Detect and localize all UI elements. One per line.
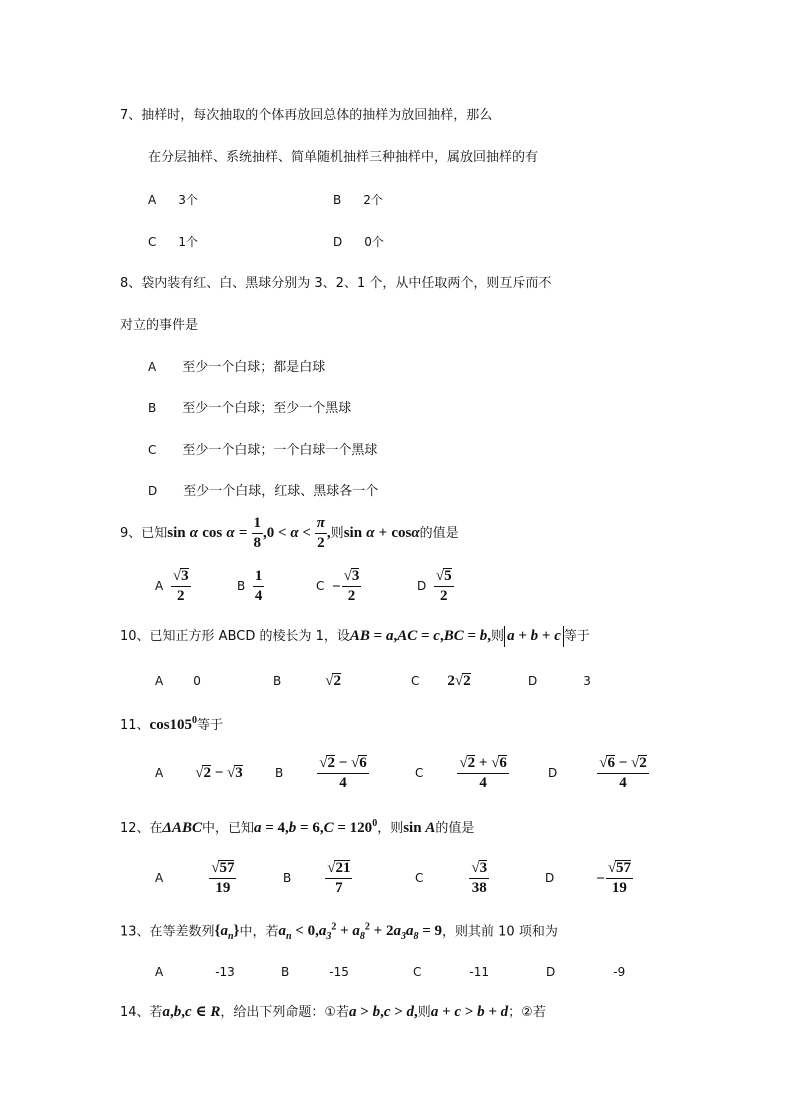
q11-formula: $\cos 105^0$ [149, 715, 198, 733]
q11-option-d-value: $\frac{√6 - √2}{4}$ [599, 755, 647, 791]
q9-option-c-value: $\frac{√3}{2}$ [343, 568, 360, 604]
q7-option-d: D 0个 [333, 235, 384, 249]
q11-option-b-value: $\frac{√2 - √6}{4}$ [319, 755, 367, 791]
q9-given-formula: sin α cos α = $\frac{1}{8}$ ,0 < α < $\frac{\pi}{2}$ , [167, 515, 331, 551]
q12-option-c: C $\frac{√3}{38}$ [415, 860, 488, 896]
q14-result-formula: a + c > b + d [430, 1004, 509, 1020]
q12-target-formula: sin A [403, 820, 436, 836]
q13-option-c: C -11 [413, 965, 489, 979]
q8-option-d: D 至少一个白球，红球、黑球各一个 [148, 484, 379, 499]
q13-option-b: B -15 [281, 965, 349, 979]
q8-option-a: A 至少一个白球；都是白球 [148, 360, 326, 375]
q11-option-c-value: $\frac{√2 + √6}{4}$ [459, 755, 507, 791]
q10-stem: 10、已知正方形 ABCD 的棱长为 1，设AB = a,AC = c,BC = b,则 a + b + c 等于 [120, 622, 590, 651]
q11-option-d: D $\frac{√6 - √2}{4}$ [548, 755, 647, 791]
q7-option-a: A 3个 [148, 193, 198, 207]
q14-condition-formula: a > b,c > d, [349, 1004, 418, 1020]
q13-given-formula: $a_n < 0,a_3^2 + a_8^2 + 2a_3a_8 = 9$ [278, 922, 443, 943]
q10-given-formula: AB = a,AC = c,BC = b, [349, 628, 492, 644]
q13-sequence: $\{a_n\}$ [214, 923, 240, 943]
q12-option-b: B $\frac{√21}{7}$ [283, 860, 351, 896]
q9-stem: 9、已知sin α cos α = $\frac{1}{8}$ ,0 < α < $\frac{\pi}{2}$ ,则sin α + cosα的值是 [120, 515, 459, 551]
q8-stem-line1: 8、袋内装有红、白、黑球分别为 3、2、1 个，从中任取两个，则互斥而不 [120, 276, 552, 291]
q8-stem-line2: 对立的事件是 [120, 318, 199, 333]
q8-option-b: B 至少一个白球；至少一个黑球 [148, 401, 352, 416]
q12-option-c-value: $\frac{√3}{38}$ [471, 860, 488, 896]
q10-option-c-value: 2√2 [447, 673, 471, 689]
q13-option-d: D -9 [546, 965, 626, 979]
q14-stem: 14、若a,b,c ∈ R，给出下列命题：①若a > b,c > d,则a + c > b + d；②若 [120, 1004, 546, 1020]
q9-target-formula: sin α + cosα [343, 525, 420, 541]
q12-option-d: D − $\frac{√57}{19}$ [545, 860, 632, 896]
q7-stem-line2: 在分层抽样、系统抽样、简单随机抽样三种抽样中，属放回抽样的有 [148, 150, 539, 165]
q9-option-d: D $\frac{√5}{2}$ [417, 568, 452, 604]
q12-triangle: ΔABC [162, 820, 202, 836]
q11-option-a: A √2 − √3 [155, 765, 243, 781]
q12-option-a: A $\frac{√57}{19}$ [155, 860, 235, 896]
q14-set-formula: a,b,c ∈ R [162, 1004, 221, 1020]
q9-option-b-value: $\frac{1}{4}$ [254, 568, 263, 604]
q12-given-formula: $a = 4,b = 6,C = 120^0$ [253, 818, 378, 836]
q13-option-a: A -13 [155, 965, 235, 979]
q9-option-c: C − $\frac{√3}{2}$ [316, 568, 360, 604]
q12-option-a-value: $\frac{√57}{19}$ [211, 860, 235, 896]
q12-option-b-value: $\frac{√21}{7}$ [327, 860, 351, 896]
q11-option-a-value: √2 − √3 [195, 765, 243, 781]
q10-option-c: C 2√2 [411, 673, 471, 689]
q7-option-c: C 1个 [148, 235, 199, 249]
q7-stem-line1: 7、抽样时，每次抽取的个体再放回总体的抽样为放回抽样，那么 [120, 108, 493, 123]
q8-option-c: C 至少一个白球；一个白球一个黑球 [148, 443, 378, 458]
q10-option-b: B √2 [273, 673, 341, 689]
q9-option-b: B $\frac{1}{4}$ [237, 568, 263, 604]
q11-stem: 11、$\cos 105^0$等于 [120, 715, 224, 733]
q10-target-formula: a + b + c [504, 626, 564, 647]
q9-option-d-value: $\frac{√5}{2}$ [435, 568, 452, 604]
q12-option-d-value: $\frac{√57}{19}$ [607, 860, 632, 896]
q10-option-a: A 0 [155, 674, 201, 688]
q7-option-b: B 2个 [333, 193, 383, 207]
q13-stem: 13、在等差数列$\{a_n\}$中，若$a_n < 0,a_3^2 + a_8^2 + 2a_3a_8 = 9$，则其前 10 项和为 [120, 922, 558, 943]
q10-option-d: D 3 [528, 674, 591, 688]
q11-option-b: B $\frac{√2 - √6}{4}$ [275, 755, 367, 791]
q10-option-b-value: √2 [325, 673, 341, 689]
q9-option-a: A $\frac{√3}{2}$ [155, 568, 189, 604]
q9-option-a-value: $\frac{√3}{2}$ [172, 568, 189, 604]
q11-option-c: C $\frac{√2 + √6}{4}$ [415, 755, 507, 791]
q12-stem: 12、在ΔABC中，已知$a = 4,b = 6,C = 120^0$，则sin A的值是 [120, 818, 475, 836]
